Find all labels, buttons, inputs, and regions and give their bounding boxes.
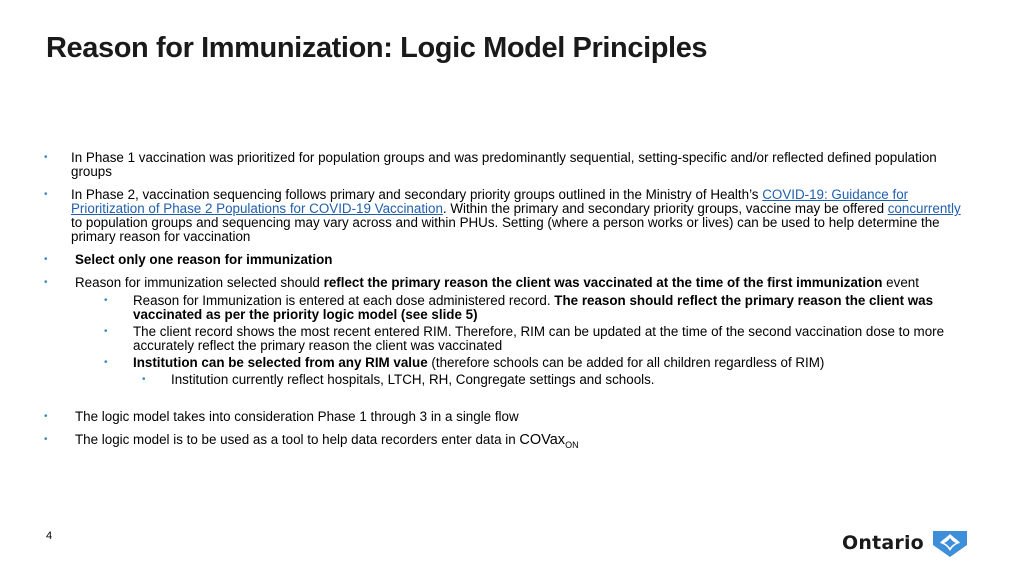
bullet-text-bold: The reason should reflect the primary reason the client was vaccinated as per the priority logic model (see slide 5) bbox=[133, 293, 934, 322]
list-item bbox=[40, 373, 975, 387]
list-item bbox=[40, 410, 975, 424]
bullet-text: Institution currently reflect hospitals, LTCH, RH, Congregate settings and schools. bbox=[171, 372, 655, 387]
bullet-text: The logic model is to be used as a tool to help data recorders enter data in bbox=[75, 432, 520, 447]
list-item bbox=[40, 151, 975, 179]
bullet-text-bold: Institution can be selected from any RIM value bbox=[133, 355, 428, 370]
guidance-link[interactable]: COVID-19: Guidance for Prioritization of Phase 2 Populations for COVID-19 Vaccination bbox=[71, 187, 909, 216]
list-item bbox=[40, 433, 975, 452]
logo-text: Ontario bbox=[842, 532, 924, 554]
bullet-text: . Within the primary and secondary priority groups, vaccine may be offered bbox=[442, 201, 888, 216]
covax-brand bbox=[519, 432, 578, 448]
bullet-text: to population groups and sequencing may vary across and within PHUs. Setting (where a person works or lives) can be used to help determine the primary reason for vaccination bbox=[71, 215, 940, 244]
list-item bbox=[40, 253, 975, 267]
bullet-icon: • bbox=[44, 152, 48, 163]
ontario-logo bbox=[842, 527, 970, 559]
bullet-text: In Phase 1 vaccination was prioritized for population groups and was predominantly sequential, setting-specific and/or reflected defined population groups bbox=[71, 150, 937, 179]
bullet-text-bold: Select only one reason for immunization bbox=[75, 252, 333, 267]
bullet-text-bold: reflect the primary reason the client was vaccinated at the time of the first immunization bbox=[323, 275, 883, 290]
bullet-icon: • bbox=[104, 357, 108, 368]
bullet-text: The logic model takes into consideration Phase 1 through 3 in a single flow bbox=[75, 409, 519, 424]
list-item bbox=[40, 188, 975, 244]
bullet-text: The client record shows the most recent entered RIM. Therefore, RIM can be updated at the time of the second vaccination dose to more accurately reflect the primary reason the client was vaccinated bbox=[133, 324, 945, 353]
ontario-trillium-icon bbox=[930, 528, 970, 558]
bullet-icon: • bbox=[44, 254, 48, 265]
bullet-text: Reason for immunization selected should bbox=[75, 275, 324, 290]
bullet-text: Reason for Immunization is entered at each dose administered record. bbox=[133, 293, 555, 308]
page-number: 4 bbox=[46, 530, 53, 542]
bullet-icon: • bbox=[44, 411, 48, 422]
bullet-text: In Phase 2, vaccination sequencing follows primary and secondary priority groups outlined in the Ministry of Health’s bbox=[71, 187, 763, 202]
bullet-list bbox=[40, 151, 975, 461]
bullet-icon: • bbox=[44, 434, 48, 445]
list-item bbox=[40, 325, 975, 353]
slide-title: Reason for Immunization: Logic Model Principles bbox=[46, 32, 708, 64]
covax-brand-subscript: ON bbox=[565, 439, 579, 450]
concurrently-link[interactable]: concurrently bbox=[887, 201, 961, 216]
bullet-icon: • bbox=[44, 277, 48, 288]
bullet-text: event bbox=[882, 275, 919, 290]
bullet-icon: • bbox=[44, 189, 48, 200]
bullet-icon: • bbox=[104, 295, 108, 306]
bullet-icon: • bbox=[104, 326, 108, 337]
bullet-icon: • bbox=[142, 374, 146, 385]
bullet-text: (therefore schools can be added for all children regardless of RIM) bbox=[427, 355, 825, 370]
covax-brand-text: COVax bbox=[519, 432, 566, 448]
list-item bbox=[40, 356, 975, 370]
list-item bbox=[40, 294, 975, 322]
list-item bbox=[40, 276, 975, 290]
